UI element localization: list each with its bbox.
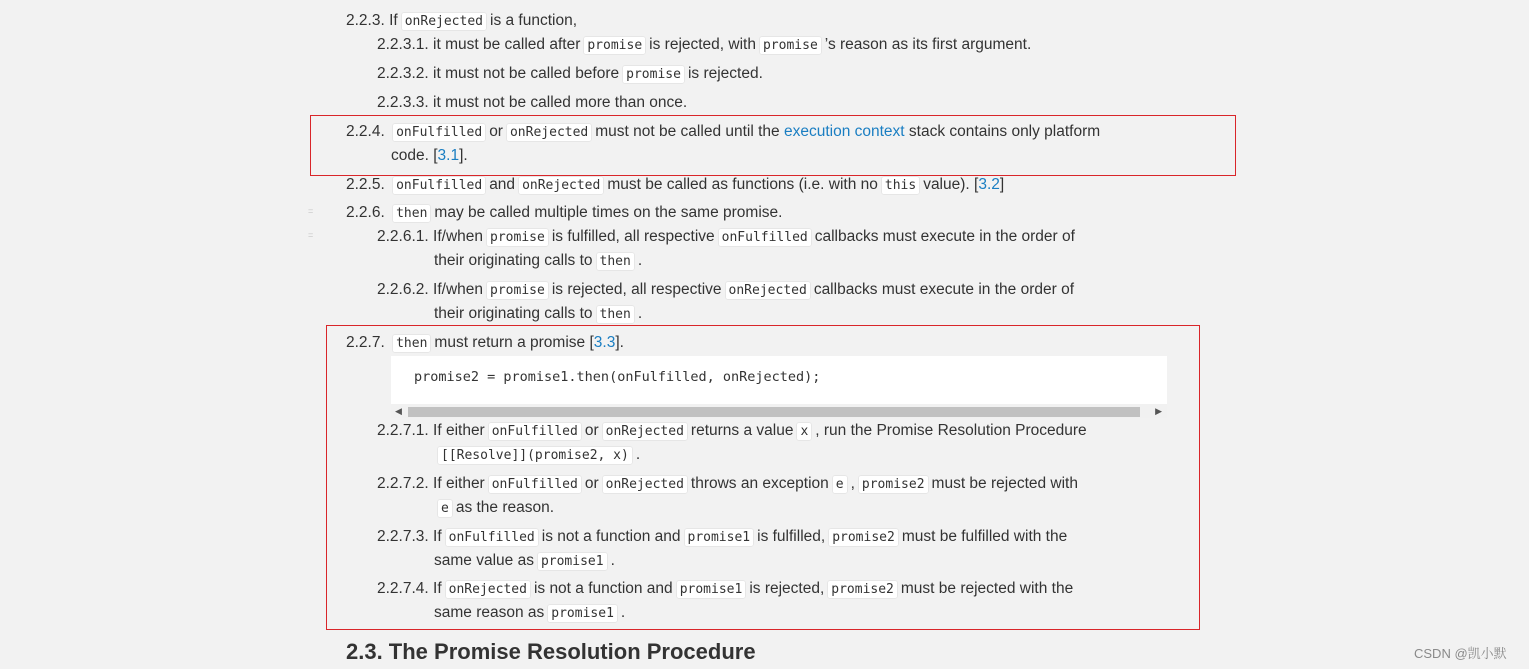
code-block [391, 356, 1167, 418]
inline-code: then [392, 334, 431, 353]
inline-code: promise [622, 65, 685, 84]
inline-code: onFulfilled [488, 475, 582, 494]
inline-code: x [796, 422, 812, 441]
inline-code: promise [486, 281, 549, 300]
inline-code: onFulfilled [488, 422, 582, 441]
item-2-2-6-2: 2.2.6.2. If/when promise is rejected, all respective onRejected callbacks must execute in the order of [377, 281, 1074, 298]
item-2-2-3-2: 2.2.3.2. it must not be called before promise is rejected. [377, 65, 763, 82]
section-heading: 2.3. The Promise Resolution Procedure [346, 639, 756, 664]
inline-code: onRejected [518, 176, 604, 195]
item-2-2-3: 2.2.3. If onRejected is a function, [346, 12, 578, 29]
item-2-2-4: 2.2.4. onFulfilled or onRejected must not be called until the execution context stack contains only platform [346, 123, 1101, 140]
code-line: promise2 = promise1.then(onFulfilled, onRejected); [414, 369, 821, 385]
item-2-2-7-3-cont: same value as promise1 . [434, 552, 615, 569]
inline-code: promise [759, 36, 822, 55]
inline-code: onRejected [506, 123, 592, 142]
inline-code: onRejected [602, 422, 688, 441]
item-2-2-7-3: 2.2.7.3. If onFulfilled is not a function and promise1 is fulfilled, promise2 must be fulfilled with the [377, 528, 1068, 545]
inline-code: then [596, 305, 635, 324]
inline-code: promise1 [684, 528, 755, 547]
execution-context-link[interactable]: execution context [783, 123, 905, 140]
inline-code: promise2 [828, 528, 899, 547]
scroll-right-icon[interactable]: ▶ [1155, 406, 1162, 416]
watermark: CSDN @凯小默 [1414, 646, 1507, 661]
inline-code: onFulfilled [445, 528, 539, 547]
inline-code: onRejected [401, 12, 487, 31]
inline-code: promise [583, 36, 646, 55]
item-2-2-7-2: 2.2.7.2. If either onFulfilled or onRejected throws an exception e , promise2 must be rejected with [377, 475, 1078, 492]
inline-code: onFulfilled [718, 228, 812, 247]
inline-code: this [881, 176, 920, 195]
inline-code: onRejected [602, 475, 688, 494]
item-2-2-6-1-cont: their originating calls to then . [434, 252, 643, 269]
inline-code: promise1 [537, 552, 608, 571]
item-2-2-5: 2.2.5. onFulfilled and onRejected must be called as functions (i.e. with no this value). [3.2] [346, 176, 1005, 193]
item-2-2-6: 2.2.6. then may be called multiple times on the same promise. [346, 204, 783, 221]
inline-code: onFulfilled [392, 123, 486, 142]
item-2-2-6-2-cont: their originating calls to then . [434, 305, 643, 322]
inline-code: promise1 [676, 580, 747, 599]
inline-code: e [832, 475, 848, 494]
inline-code: then [596, 252, 635, 271]
inline-code: then [392, 204, 431, 223]
scroll-left-icon[interactable]: ◀ [395, 406, 402, 416]
inline-code: promise2 [827, 580, 898, 599]
item-2-2-7-4: 2.2.7.4. If onRejected is not a function and promise1 is rejected, promise2 must be rejected with the [377, 580, 1074, 597]
ref-3-1-link[interactable]: 3.1 [437, 147, 460, 164]
ref-3-2-link[interactable]: 3.2 [978, 176, 1000, 193]
inline-code: promise [486, 228, 549, 247]
scrollbar-thumb[interactable] [408, 407, 1140, 417]
item-2-2-3-1: 2.2.3.1. it must be called after promise is rejected, with promise ’s reason as its first argument. [377, 36, 1032, 53]
item-2-2-6-1: 2.2.6.1. If/when promise is fulfilled, all respective onFulfilled callbacks must execute in the order of [377, 228, 1075, 245]
inline-code: onRejected [725, 281, 811, 300]
item-2-2-7: 2.2.7. then must return a promise [3.3]. [346, 334, 624, 351]
inline-code: onRejected [445, 580, 531, 599]
inline-code: e [437, 499, 453, 518]
ref-3-3-link[interactable]: 3.3 [593, 334, 616, 351]
item-2-2-7-4-cont: same reason as promise1 . [434, 604, 626, 621]
item-2-2-3-3: 2.2.3.3. it must not be called more than once. [377, 94, 688, 111]
item-2-2-4-cont: code. [3.1]. [391, 147, 468, 164]
inline-code: onFulfilled [392, 176, 486, 195]
item-2-2-7-2-cont: e as the reason. [434, 498, 554, 519]
inline-code: promise1 [547, 604, 618, 623]
gutter-mark: = [308, 230, 314, 240]
inline-code: [[Resolve]](promise2, x) [437, 446, 633, 465]
item-2-2-7-1-cont: [[Resolve]](promise2, x) . [434, 445, 640, 466]
inline-code: promise2 [858, 475, 929, 494]
item-2-2-7-1: 2.2.7.1. If either onFulfilled or onRejected returns a value x , run the Promise Resolution Procedure [377, 422, 1087, 439]
gutter-mark: = [308, 206, 314, 216]
horizontal-scrollbar[interactable] [391, 404, 1167, 418]
